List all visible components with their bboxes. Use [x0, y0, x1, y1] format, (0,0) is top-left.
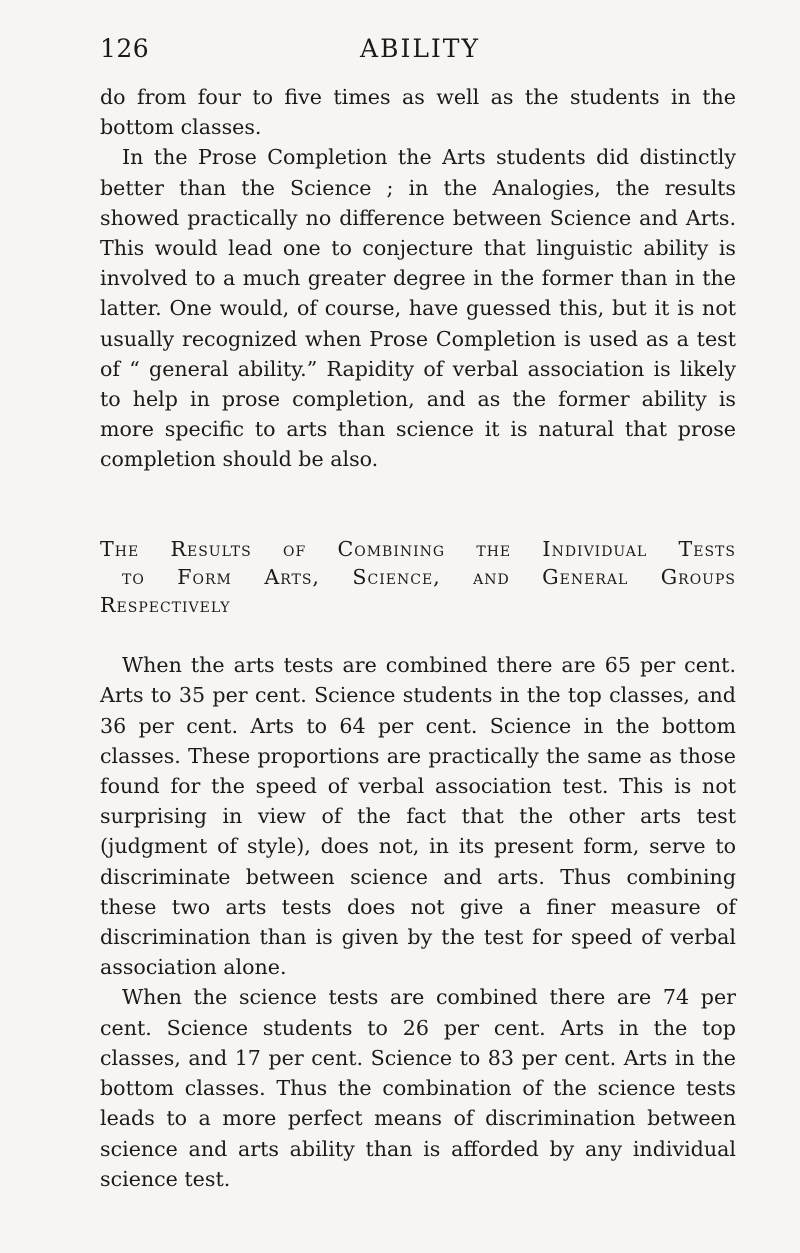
- section-heading-line-3: Respectively: [100, 593, 231, 618]
- section-heading-line-2: to Form Arts, Science, and General Groups: [122, 564, 736, 589]
- section-heading-line-1: The Results of Combining the Individual Tests: [100, 536, 736, 561]
- running-title: ABILITY: [360, 34, 480, 63]
- paragraph-science-tests: When the science tests are combined there are 74 per cent. Science students to 26 per cent. Arts in the top classes, and 17 per cent. Science to 83 per cent. Arts in the bottom classes. Thus the combination of the science tests leads to a more perfect means of discrimination between science and arts ability than is afforded by any individual science test.: [100, 985, 736, 1191]
- paragraph-continuation: do from four to five times as well as the students in the bottom classes.: [100, 85, 736, 140]
- paragraph-arts-tests: When the arts tests are combined there are 65 per cent. Arts to 35 per cent. Science students in the top classes, and 36 per cent. Arts to 64 per cent. Science in the bottom classes. These proportions are practically the same as those found for the speed of verbal association test. This is not surprising in view of the fact that the other arts test (judgment of style), does not, in its present form, serve to discriminate between science and arts. Thus combining these two arts tests does not give a finer measure of discrimination than is given by the test for speed of verbal association alone.: [100, 653, 736, 980]
- paragraph-prose-completion: In the Prose Completion the Arts students did distinctly better than the Science ; in the Analogies, the results showed practically no difference between Science and Arts. This would lead one to conjecture that linguistic ability is involved to a much greater degree in the former than in the latter. One would, of course, have guessed this, but it is not usually recognized when Prose Completion is used as a test of “ general ability.” Rapidity of verbal association is likely to help in prose completion, and as the former ability is more specific to arts than science it is natural that prose completion should be also.: [100, 145, 736, 472]
- page-body: [100, 82, 736, 1194]
- page-number: 126: [100, 34, 150, 63]
- running-head: [100, 34, 740, 64]
- section-heading: [100, 535, 736, 620]
